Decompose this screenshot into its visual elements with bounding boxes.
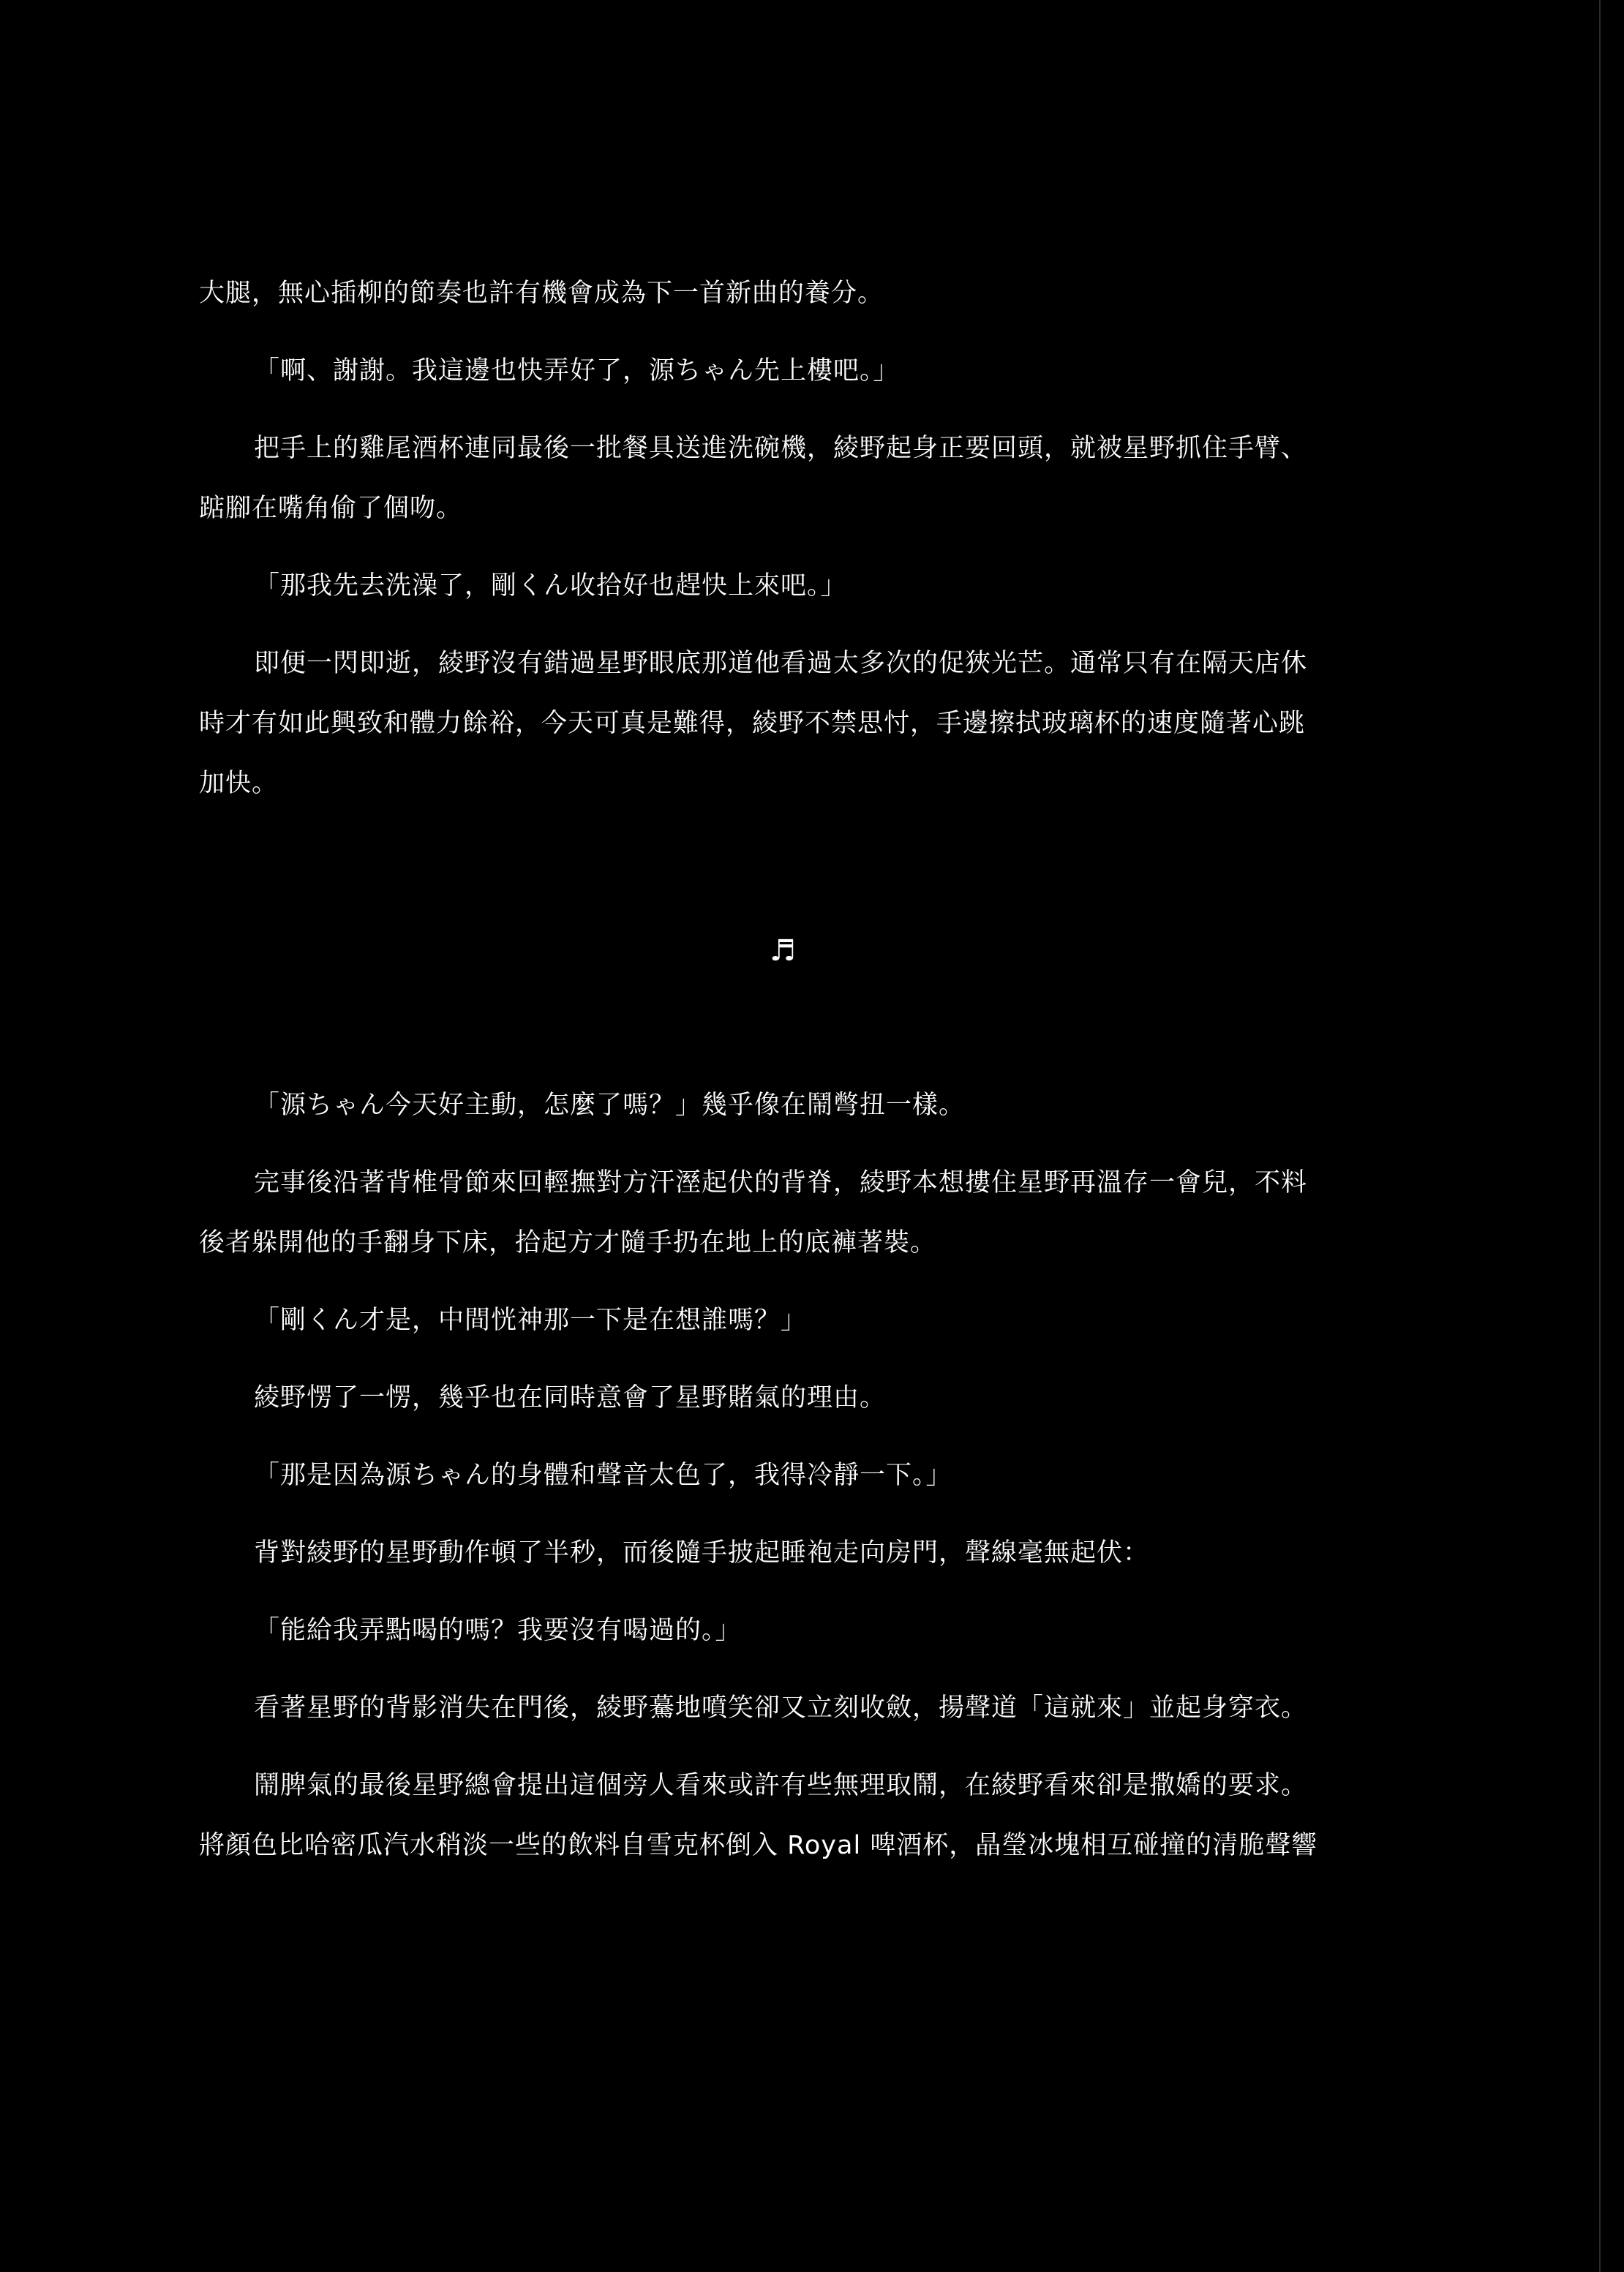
dialogue-line: 「源ちゃん今天好主動，怎麼了嗎？」幾乎像在鬧彆扭一樣。 — [254, 1091, 966, 1120]
paragraph-line: 大腿，無心插柳的節奏也許有機會成為下一首新曲的養分。 — [199, 279, 884, 308]
paragraph-line: 把手上的雞尾酒杯連同最後一批餐具送進洗碗機，綾野起身正要回頭，就被星野抓住手臂、 — [254, 434, 1308, 463]
paragraph-line: 即便一閃即逝，綾野沒有錯過星野眼底那道他看過太多次的促狹光芒。通常只有在隔天店休 — [254, 649, 1308, 678]
paragraph-line: 看著星野的背影消失在門後，綾野驀地噴笑卻又立刻收斂，揚聲道「這就來」並起身穿衣。 — [254, 1693, 1308, 1723]
dialogue-line: 「那我先去洗澡了，剛くん收拾好也趕快上來吧。」 — [254, 571, 847, 601]
dialogue-line: 「啊、謝謝。我這邊也快弄好了，源ちゃん先上樓吧。」 — [254, 356, 900, 385]
paragraph-line: 將顏色比哈密瓜汽水稍淡一些的飲料自雪克杯倒入 Royal 啤酒杯，晶瑩冰塊相互碰撞的清脆聲響 — [199, 1831, 1318, 1860]
paragraph-line: 加快。 — [199, 769, 279, 798]
paragraph-line: 鬧脾氣的最後星野總會提出這個旁人看來或許有些無理取鬧，在綾野看來卻是撒嬌的要求。 — [254, 1771, 1308, 1800]
paragraph-line: 後者躲開他的手翻身下床，拾起方才隨手扔在地上的底褲著裝。 — [199, 1228, 937, 1257]
dialogue-line: 「那是因為源ちゃん的身體和聲音太色了，我得冷靜一下。」 — [254, 1461, 952, 1490]
paragraph-line: 背對綾野的星野動作頓了半秒，而後隨手披起睡袍走向房門，聲線毫無起伏： — [254, 1538, 1150, 1568]
music-note-icon: ♬ — [770, 934, 796, 968]
paragraph-line: 完事後沿著背椎骨節來回輕撫對方汗溼起伏的背脊，綾野本想摟住星野再溫存一會兒，不料 — [254, 1168, 1308, 1197]
paragraph-line: 踮腳在嘴角偷了個吻。 — [199, 494, 463, 523]
dialogue-line: 「剛くん才是，中間恍神那一下是在想誰嗎？」 — [254, 1306, 808, 1335]
page-right-edge — [1599, 0, 1601, 2272]
paragraph-line: 綾野愣了一愣，幾乎也在同時意會了星野賭氣的理由。 — [254, 1383, 887, 1413]
paragraph-line: 時才有如此興致和體力餘裕，今天可真是難得，綾野不禁思忖，手邊擦拭玻璃杯的速度隨著心跳 — [199, 709, 1306, 738]
dialogue-line: 「能給我弄點喝的嗎？我要沒有喝過的。」 — [254, 1616, 742, 1645]
